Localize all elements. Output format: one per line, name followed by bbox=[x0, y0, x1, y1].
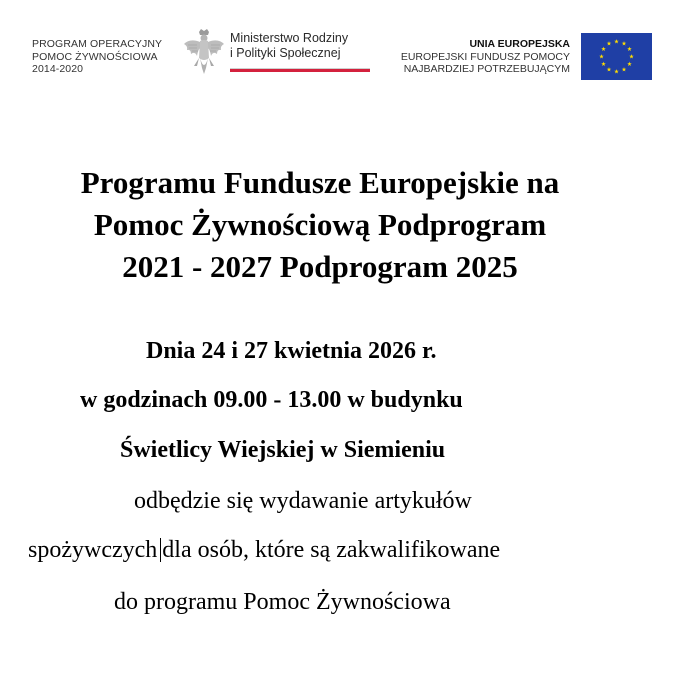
program-logo-text bbox=[32, 38, 162, 76]
body-line-4: odbędzie się wydawanie artykułów bbox=[134, 488, 472, 514]
ministry-logo-text bbox=[230, 31, 348, 61]
title-line-3: 2021 - 2027 Podprogram 2025 bbox=[122, 249, 518, 284]
eu-line-3: NAJBARDZIEJ POTRZEBUJĄCYM bbox=[403, 63, 570, 75]
eu-line-2: EUROPEJSKI FUNDUSZ POMOCY bbox=[400, 50, 570, 63]
ministry-line-1: Ministerstwo Rodziny bbox=[230, 31, 349, 45]
distribution-place: Świetlicy Wiejskiej w Siemieniu bbox=[120, 437, 446, 463]
distribution-hours: w godzinach 09.00 - 13.00 w budynku bbox=[80, 387, 463, 413]
body-line-5 bbox=[28, 537, 500, 564]
eu-flag-icon bbox=[581, 33, 652, 80]
title-line-2: Pomoc Żywnościową Podprogram bbox=[93, 207, 547, 242]
program-line-3: 2014-2020 bbox=[32, 63, 84, 75]
ministry-red-rule bbox=[230, 68, 370, 72]
distribution-date: Dnia 24 i 27 kwietnia 2026 r. bbox=[146, 338, 437, 364]
logo-strip bbox=[0, 0, 676, 95]
body-line-5a: spożywczych bbox=[28, 537, 158, 563]
eu-logo-text bbox=[401, 38, 570, 76]
polish-eagle-icon bbox=[182, 28, 226, 76]
program-line-1: PROGRAM OPERACYJNY bbox=[32, 38, 163, 50]
body-line-5b: dla osób, które są zakwalifikowane bbox=[162, 537, 501, 563]
eu-line-1: UNIA EUROPEJSKA bbox=[469, 38, 570, 50]
program-line-2: POMOC ŻYWNOŚCIOWA bbox=[32, 50, 158, 63]
ministry-line-2: i Polityki Społecznej bbox=[230, 46, 341, 60]
title-line-1: Programu Fundusze Europejskie na bbox=[80, 165, 560, 200]
page-title bbox=[0, 162, 640, 288]
body-line-6: do programu Pomoc Żywnościowa bbox=[114, 589, 451, 615]
